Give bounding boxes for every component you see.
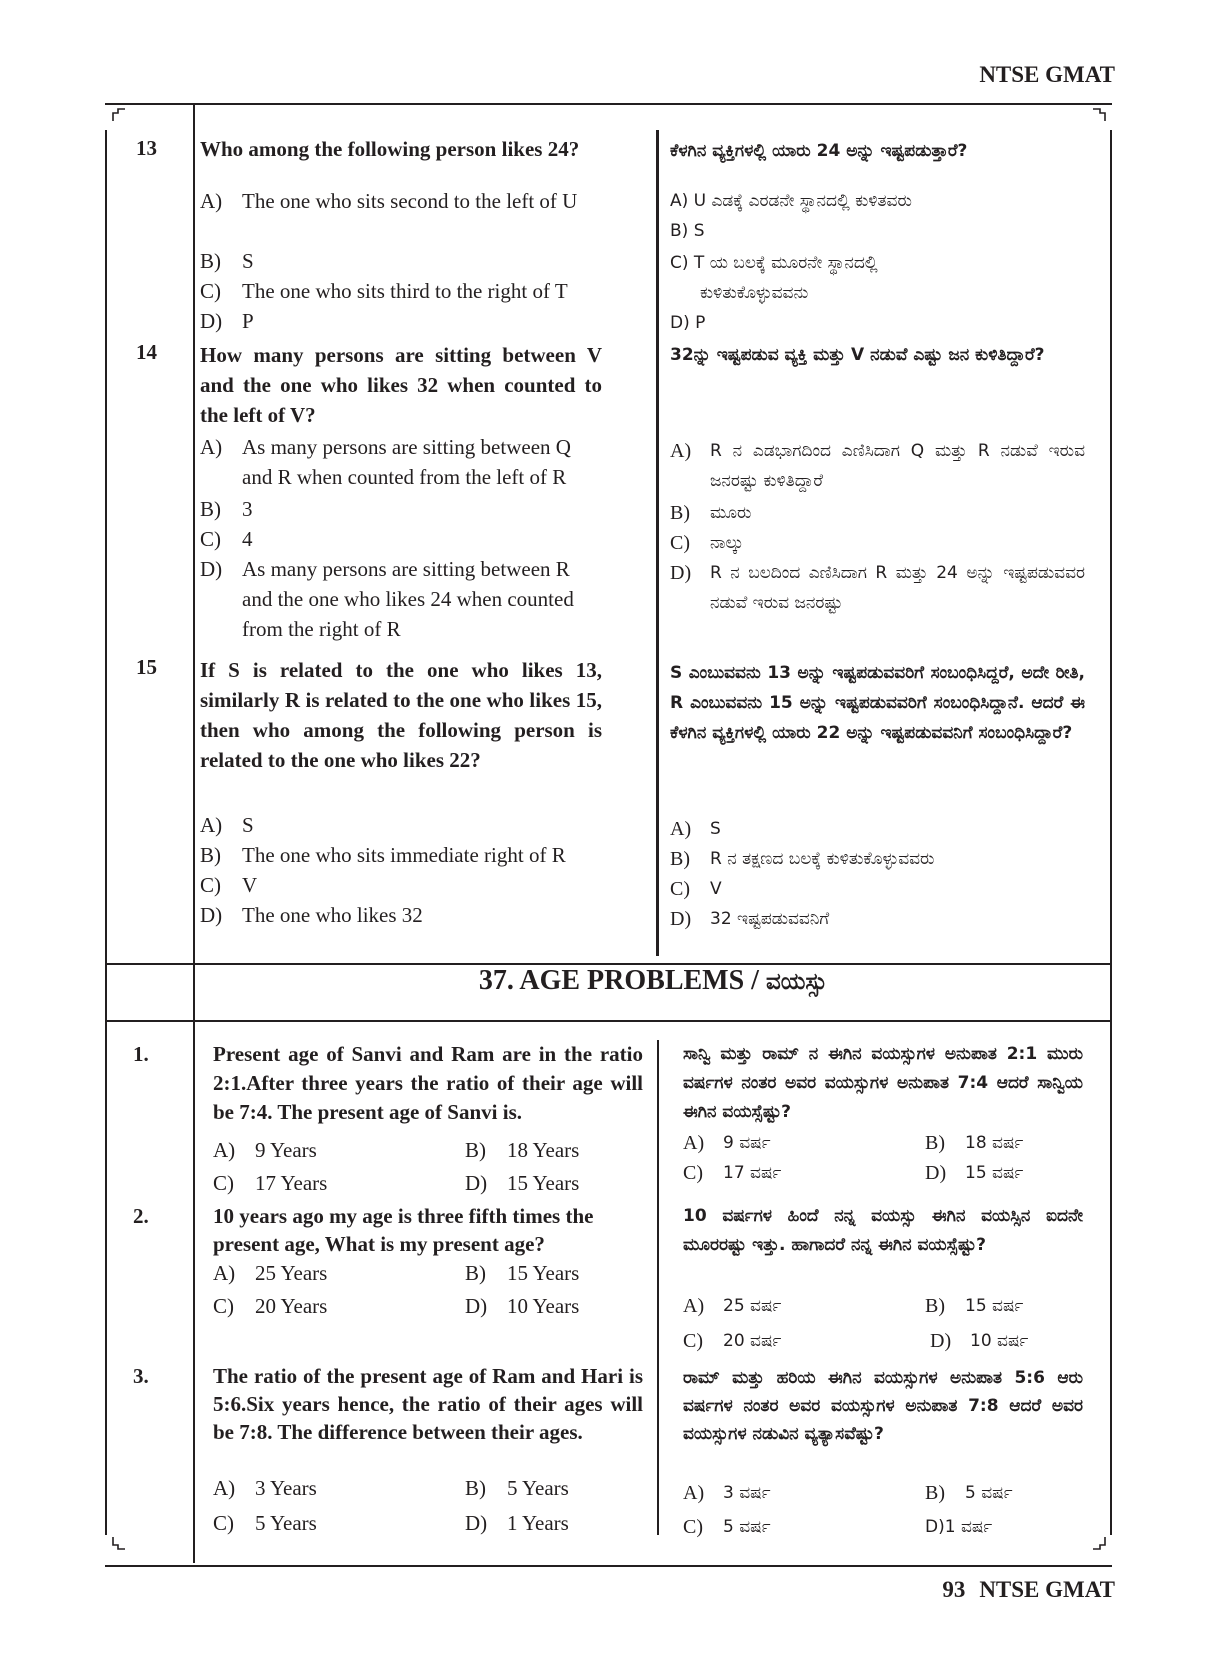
option-kn: C) 17 ವರ್ಷ (683, 1162, 782, 1184)
option-kn: C) 5 ವರ್ಷ (683, 1516, 771, 1538)
option-kn: B) 18 ವರ್ಷ (925, 1132, 1024, 1154)
option: A) S (200, 813, 254, 837)
option: B) 5 Years (465, 1476, 569, 1500)
question-text-en: The ratio of the present age of Ram and Hari is 5:6.Six years hence, the ratio of their ages will be 7:8. The difference between their ages. (213, 1364, 643, 1444)
option: D) The one who likes 32 (200, 903, 423, 927)
option-kn: C) T ಯ ಬಲಕ್ಕೆ ಮೂರನೇ ಸ್ಥಾನದಲ್ಲಿ (670, 253, 878, 273)
page-number: 93 (942, 1577, 966, 1602)
option: B) 3 (200, 497, 253, 521)
option: A) 25 Years (213, 1261, 328, 1285)
option-kn: D) P (670, 313, 706, 333)
option-kn: A) U ಎಡಕ್ಕೆ ಎರಡನೇ ಸ್ಥಾನದಲ್ಲಿ ಕುಳಿತವರು (670, 191, 912, 211)
question-number: 3. (133, 1364, 149, 1388)
question-text-kn: ಕೆಳಗಿನ ವ್ಯಕ್ತಿಗಳಲ್ಲಿ ಯಾರು 24 ಅನ್ನು ಇಷ್ಟಪಡುತ್ತಾರೆ? (670, 141, 968, 161)
option-kn: D) 15 ವರ್ಷ (925, 1162, 1024, 1184)
option: C) 17 Years (213, 1171, 328, 1195)
option-kn: C) ನಾಲ್ಕು (670, 532, 744, 554)
option-kn: B) R ನ ತಕ್ಷಣದ ಬಲಕ್ಕೆ ಕುಳಿತುಕೊಳ್ಳುವವರು (670, 848, 935, 870)
corner-ornament-icon (112, 108, 126, 122)
option: C) V (200, 873, 258, 897)
section-bottom-rule (105, 1020, 1112, 1022)
option: D) 1 Years (465, 1511, 569, 1535)
question-text-en: If S is related to the one who likes 13, similarly R is related to the one who likes 15, then who among the following person is related to the one who likes 22? (200, 658, 602, 772)
option: C) 20 Years (213, 1294, 328, 1318)
option: B) 18 Years (465, 1138, 580, 1162)
corner-ornament-icon (112, 1536, 126, 1550)
option: D) As many persons are sitting between R and the one who likes 24 when counted from the right of R (200, 557, 574, 641)
option-kn: B) S (670, 221, 705, 241)
corner-ornament-icon (1092, 108, 1106, 122)
section-title: 37. AGE PROBLEMS / ವಯಸ್ಸು (478, 965, 828, 996)
question-text-en: Present age of Sanvi and Ram are in the ratio 2:1.After three years the ratio of their age will be 7:4. The present age of Sanvi is. (213, 1042, 643, 1124)
frame-right-border (1110, 130, 1112, 1535)
option-kn: B) ಮೂರು (670, 502, 752, 524)
option: C) 4 (200, 527, 253, 551)
question-number: 14 (136, 340, 157, 364)
page-footer (942, 1577, 1115, 1603)
option-kn: D) 10 ವರ್ಷ (930, 1330, 1029, 1352)
question-text-en: Who among the following person likes 24? (200, 137, 580, 161)
option: B) The one who sits immediate right of R (200, 843, 566, 867)
option-kn: D) R ನ ಬಲದಿಂದ ಎಣಿಸಿದಾಗ R ಮತ್ತು 24 ಅನ್ನು ಇಷ್ಟಪಡುವವರ ನಡುವೆ ಇರುವ ಜನರಷ್ಟು (670, 562, 1085, 613)
option: B) 15 Years (465, 1261, 580, 1285)
option: D) P (200, 309, 254, 333)
option: C) The one who sits third to the right of T (200, 279, 568, 303)
option-kn: A) S (670, 818, 721, 840)
language-divider-bottom (657, 1040, 659, 1535)
option-kn: A) 25 ವರ್ಷ (683, 1295, 782, 1317)
option: A) 9 Years (213, 1138, 317, 1162)
option-kn: B) 5 ವರ್ಷ (925, 1482, 1013, 1504)
option-kn: B) 15 ವರ್ಷ (925, 1295, 1024, 1317)
question-text-kn: 10 ವರ್ಷಗಳ ಹಿಂದೆ ನನ್ನ ವಯಸ್ಸು ಈಗಿನ ವಯಸ್ಸಿನ ಐದನೇ ಮೂರರಷ್ಟು ಇತ್ತು. ಹಾಗಾದರೆ ನನ್ನ ಈಗಿನ ವಯಸ್ಸೆಷ್ಟು? (683, 1206, 1083, 1255)
option: A) 3 Years (213, 1476, 317, 1500)
question-text-kn: ಸಾನ್ವಿ ಮತ್ತು ರಾಮ್ ನ ಈಗಿನ ವಯಸ್ಸುಗಳ ಅನುಪಾತ 2:1 ಮುರು ವರ್ಷಗಳ ನಂತರ ಅವರ ವಯಸ್ಸುಗಳ ಅನುಪಾತ 7:4 ಆದರೆ ಸಾನ್ವಿಯ ಈಗಿನ ವಯಸ್ಸೆಷ್ಟು? (683, 1044, 1083, 1122)
option-kn: C) 20 ವರ್ಷ (683, 1330, 782, 1352)
question-number: 13 (136, 136, 157, 160)
option: D) 10 Years (465, 1294, 580, 1318)
option: D) 15 Years (465, 1171, 580, 1195)
option: B) S (200, 249, 254, 273)
frame-left-border (105, 130, 107, 1535)
option-kn: ಕುಳಿತುಕೊಳ್ಳುವವನು (700, 283, 809, 303)
option-kn: D)1 ವರ್ಷ (925, 1517, 993, 1537)
option-kn: A) R ನ ಎಡಭಾಗದಿಂದ ಎಣಿಸಿದಾಗ Q ಮತ್ತು R ನಡುವೆ ಇರುವ ಜನರಷ್ಟು ಕುಳಿತಿದ್ದಾರೆ (670, 440, 1085, 491)
language-divider-top (656, 130, 659, 956)
question-text-kn: 32ನ್ನು ಇಷ್ಟಪಡುವ ವ್ಯಕ್ತಿ ಮತ್ತು V ನಡುವೆ ಎಷ್ಟು ಜನ ಕುಳಿತಿದ್ದಾರೆ? (670, 345, 1045, 365)
option: C) 5 Years (213, 1511, 317, 1535)
question-number: 15 (136, 655, 157, 679)
question-number: 2. (133, 1204, 149, 1228)
option: A) The one who sits second to the left of U (200, 189, 578, 213)
corner-ornament-icon (1092, 1536, 1106, 1550)
option-kn: C) V (670, 878, 722, 900)
footer-title: NTSE GMAT (979, 1577, 1115, 1602)
number-column-divider (193, 104, 195, 1563)
question-text-en: 10 years ago my age is three fifth times the present age, What is my present age? (213, 1204, 594, 1256)
option-kn: A) 3 ವರ್ಷ (683, 1482, 771, 1504)
question-number: 1. (133, 1042, 149, 1066)
option: A) As many persons are sitting between Q and R when counted from the left of R (200, 435, 571, 489)
question-text-kn: S ಎಂಬುವವನು 13 ಅನ್ನು ಇಷ್ಟಪಡುವವರಿಗೆ ಸಂಬಂಧಿಸಿದ್ದರೆ, ಅದೇ ರೀತಿ, R ಎಂಬುವವನು 15 ಅನ್ನು ಇಷ್ಟಪಡುವವರಿಗೆ ಸಂಬಂಧಿಸಿದ್ದಾನೆ. ಆದರೆ ಈ ಕೆಳಗಿನ ವ್ಯಕ್ತಿಗಳಲ್ಲಿ ಯಾರು 22 ಅನ್ನು ಇಷ್ಟಪಡುವವನಿಗೆ ಸಂಬಂಧಿಸಿದ್ದಾರೆ? (670, 663, 1085, 743)
question-text-en: How many persons are sitting between V and the one who likes 32 when counted to the left of V? (200, 343, 602, 427)
option-kn: A) 9 ವರ್ಷ (683, 1132, 771, 1154)
page-header-title: NTSE GMAT (979, 62, 1115, 87)
option-kn: D) 32 ಇಷ್ಟಪಡುವವನಿಗೆ (670, 908, 830, 930)
question-text-kn: ರಾಮ್ ಮತ್ತು ಹರಿಯ ಈಗಿನ ವಯಸ್ಸುಗಳ ಅನುಪಾತ 5:6 ಆರು ವರ್ಷಗಳ ನಂತರ ಅವರ ವಯಸ್ಸುಗಳ ಅನುಪಾತ 7:8 ಆದರೆ ಅವರ ವಯಸ್ಸುಗಳ ನಡುವಿನ ವ್ಯತ್ಯಾಸವೆಷ್ಟು? (683, 1368, 1083, 1444)
